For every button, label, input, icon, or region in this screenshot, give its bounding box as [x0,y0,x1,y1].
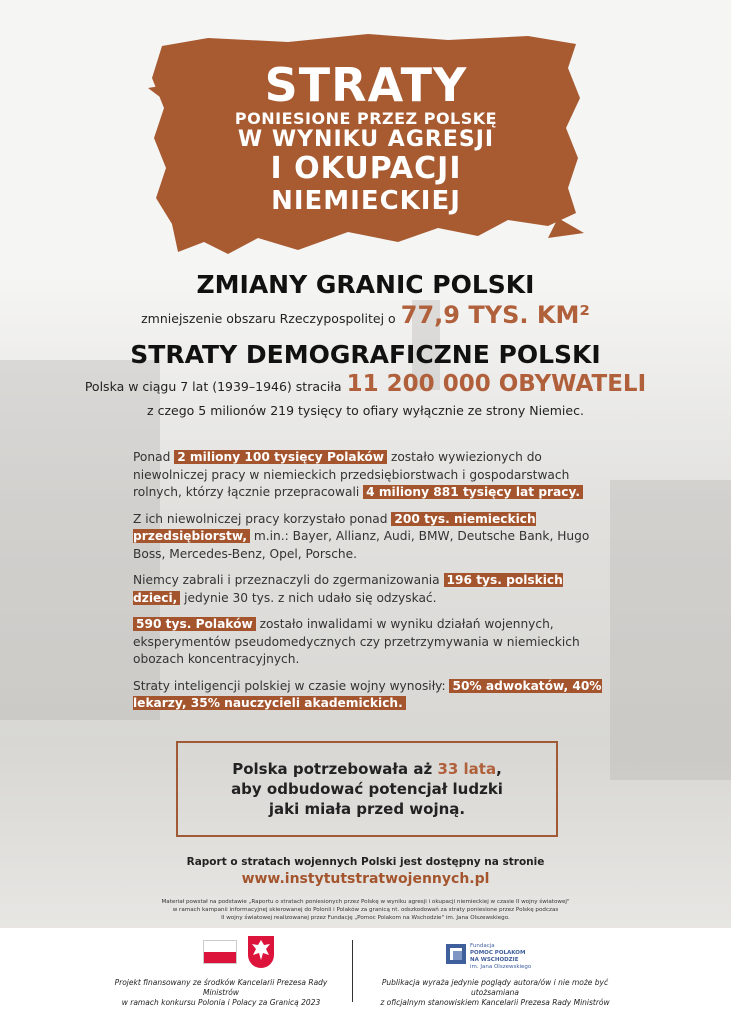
poster-title [180,60,552,216]
footer-left-text [96,978,346,1008]
summary-line-1-text: Polska potrzebowała aż [232,760,433,778]
fact-2-highlight: 200 tys. niemieckich przedsiębiorstw, [133,511,536,543]
fact-3-text-a: Niemcy zabrali i przeznaczyli do zgermanizowania [133,573,440,587]
foundation-logo-text [470,943,531,971]
borders-line [0,300,731,334]
foundation-line-3: NA WSCHODZIE [470,957,519,963]
foundation-line-4: im. Jana Olszewskiego [470,964,532,970]
fact-2-text-b: m.in.: Bayer, Allianz, Audi, BMW, Deutsche Bank, Hugo Boss, Mercedes-Benz, Opel, Porsche. [133,529,590,561]
borders-text: zmniejszenie obszaru Rzeczypospolitej o [141,311,396,326]
report-link[interactable]: www.instytutstratwojennych.pl [241,871,490,887]
title-line-5: NIEMIECKIEJ [271,186,461,216]
title-line-1: STRATY [264,58,468,112]
fact-5-highlight: 50% adwokatów, 40% lekarzy, 35% nauczycieli akademickich. [133,678,602,710]
fact-paragraph-5 [133,678,603,713]
summary-highlight: 33 lata [437,760,497,778]
title-line-3: W WYNIKU AGRESJI [237,127,495,152]
fact-paragraph-2 [133,511,603,564]
demography-line [0,369,731,402]
summary-line-3: jaki miała przed wojną. [268,800,466,818]
summary-line-1-comma: , [496,760,502,778]
demography-text: Polska w ciągu 7 lat (1939–1946) straciła [84,379,342,394]
foundation-line-2: POMOC POLAKOM [470,950,526,956]
summary-box [176,741,558,837]
fact-1-text-a: Ponad [133,450,171,464]
fact-paragraph-1 [133,449,603,502]
fact-paragraph-4 [133,616,603,669]
fact-1-text-b: zostało wywiezionych do niewolniczej pracy w niemieckich przedsiębiorstwach i gospodarstwach rolnych, którzy łącznie przepracowali [133,450,570,499]
demography-value: 11 200 000 OBYWATELI [346,371,647,397]
polish-eagle-emblem-icon [248,936,274,968]
fact-1-highlight-1: 2 miliony 100 tysięcy Polaków [174,450,387,464]
disclaimer [0,898,731,922]
demography-note: z czego 5 milionów 219 tysięcy to ofiary wyłącznie ze strony Niemiec. [147,403,584,418]
disclaimer-line-1: Materiał powstał na podstawie „Raportu o stratach poniesionych przez Polskę w wyniku agresji i okupacji niemieckiej w czasie II wojny światowej" [161,899,570,905]
title-line-2: PONIESIONE PRZEZ POLSKĘ [234,109,498,128]
demography-heading: STRATY DEMOGRAFICZNE POLSKI [130,340,601,369]
fact-2-text-a: Z ich niewolniczej pracy korzystało ponad [133,511,388,526]
background-building-right [610,480,731,780]
polish-flag-icon [203,940,237,964]
footer-right-line-2: z oficjalnym stanowiskiem Kancelarii Prezesa Rady Ministrów [380,998,610,1007]
fact-3-text-b: jedynie 30 tys. z nich udało się odzyskać. [184,590,437,605]
fact-5-text: Straty inteligencji polskiej w czasie wojny wynosiły: [133,678,446,693]
facts-list [133,449,603,722]
summary-line-1 [178,759,556,779]
disclaimer-line-3: II wojny światowej realizowanej przez Fundację „Pomoc Polakom na Wschodzie" im. Jana Olszewskiego. [221,915,510,921]
borders-heading: ZMIANY GRANIC POLSKI [196,270,535,299]
title-line-4: I OKUPACJI [270,151,462,186]
disclaimer-line-2: w ramach kampanii informacyjnej skierowanej do Polonii i Polaków za granicą nt. odszkodowań za straty poniesione przez Polskę podczas [172,907,559,913]
foundation-logo-icon [446,944,466,964]
fact-1-highlight-2: 4 miliony 881 tysięcy lat pracy. [363,485,583,499]
foundation-line-1: Fundacja [470,943,495,949]
footer [0,928,731,1024]
footer-divider [352,940,353,1002]
report-text: Raport o stratach wojennych Polski jest dostępny na stronie [186,856,545,868]
borders-value: 77,9 TYS. KM² [400,301,590,329]
summary-line-2: aby odbudować potencjał ludzki [231,780,503,798]
footer-right-text [370,978,620,1008]
footer-left-line-2: w ramach konkursu Polonia i Polacy za Granicą 2023 [121,998,321,1007]
fact-paragraph-3 [133,572,603,607]
footer-right-line-1: Publikacja wyraża jedynie poglądy autora/ów i nie może być utożsamiana [381,978,609,997]
footer-left-line-1: Projekt finansowany ze środków Kancelarii Prezesa Rady Ministrów [114,978,328,997]
fact-3-highlight: 196 tys. polskich dzieci, [133,573,563,605]
fact-4-text: zostało inwalidami w wyniku działań wojennych, eksperymentów pseudomedycznych czy przetrzymywania w niemieckich obozach koncentracyjnych. [133,617,580,666]
fact-4-highlight: 590 tys. Polaków [133,617,256,631]
